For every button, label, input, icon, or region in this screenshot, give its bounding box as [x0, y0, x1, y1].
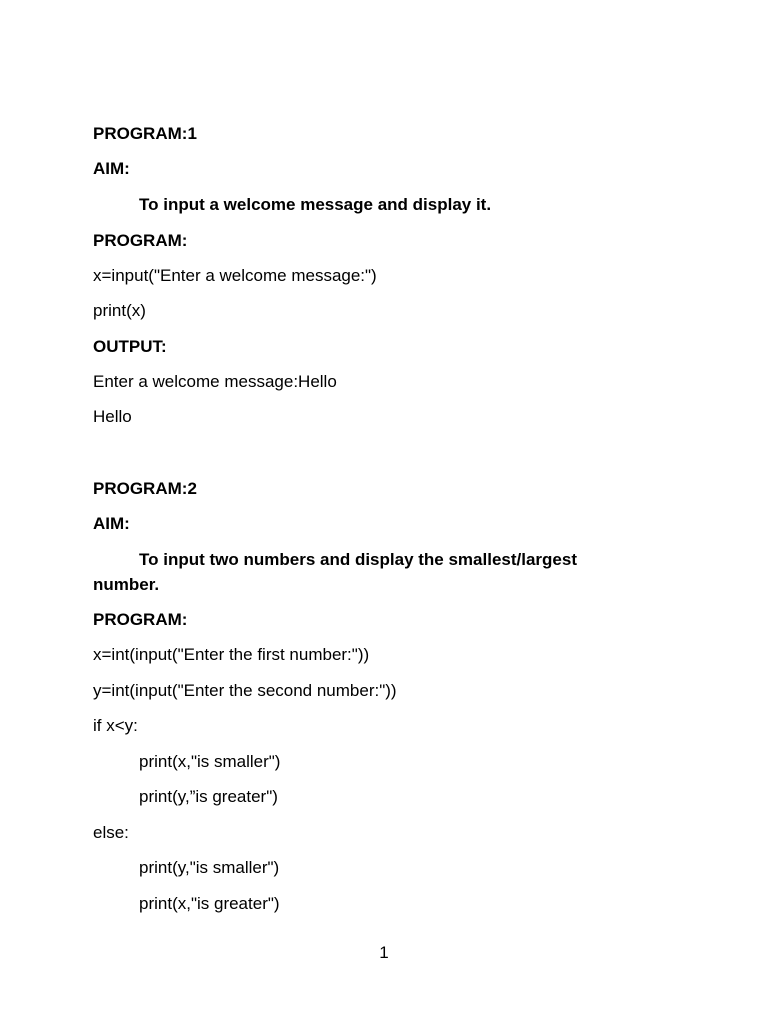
- program2-code-line: else:: [93, 823, 129, 842]
- program2-code-line: print(y,”is greater"): [139, 787, 278, 806]
- program1-output-line: Hello: [93, 407, 132, 426]
- program1-output-line: Enter a welcome message:Hello: [93, 372, 337, 391]
- program2-code-line: print(y,"is smaller"): [139, 858, 280, 877]
- program2-heading: PROGRAM:2: [93, 479, 197, 498]
- program1-aim-label: AIM:: [93, 159, 130, 178]
- program1-output-label: OUTPUT:: [93, 337, 167, 356]
- program2-aim-label: AIM:: [93, 514, 130, 533]
- program1-code-line: print(x): [93, 301, 146, 320]
- program2-code-line: if x<y:: [93, 716, 138, 735]
- page-number: 1: [379, 943, 389, 962]
- program2-code-line: y=int(input("Enter the second number:")): [93, 681, 397, 700]
- program2-aim-text: To input two numbers and display the smallest/largest number.: [93, 550, 577, 594]
- program2-program-label: PROGRAM:: [93, 610, 188, 629]
- program1-aim-text: To input a welcome message and display it.: [139, 195, 492, 214]
- program2-code-line: print(x,"is smaller"): [139, 752, 281, 771]
- program2-code-line: print(x,"is greater"): [139, 894, 280, 913]
- program1-heading: PROGRAM:1: [93, 124, 197, 143]
- program1-code-line: x=input("Enter a welcome message:"): [93, 266, 377, 285]
- program1-program-label: PROGRAM:: [93, 231, 188, 250]
- program2-code-line: x=int(input("Enter the first number:")): [93, 645, 370, 664]
